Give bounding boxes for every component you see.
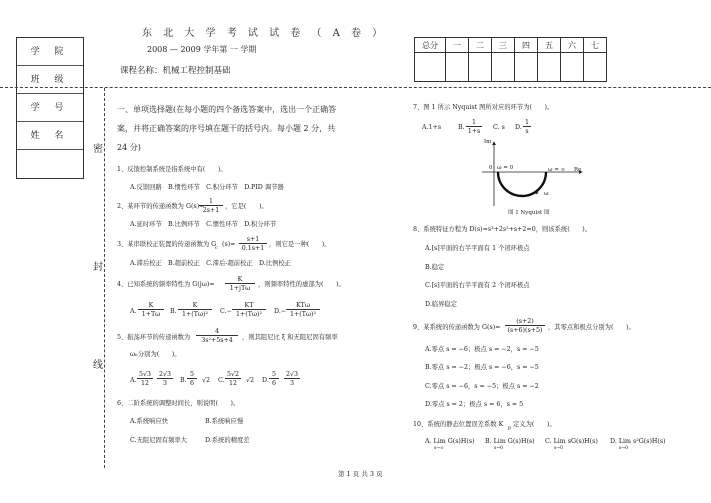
q5-opt-d-num2: 2√3 [285, 371, 299, 378]
q7-stem: 7、图 1 所示 Nyquist 图所对应的环节为( )。 [413, 104, 554, 111]
q5-opt-b-plain: √2 [202, 377, 211, 384]
nyquist-curve [498, 172, 546, 196]
q5-opt-c-label: C. [218, 377, 225, 384]
q4-opt-c-num: KT [232, 302, 266, 310]
q3-tail: ，则它是一种( )。 [269, 241, 331, 248]
q10-opt-b: B. Lim G(s)H(s) [485, 438, 535, 445]
q8-opt-b: B.稳定 [425, 264, 445, 271]
q9-opt-b: B.零点 s = −2；极点 s = −6，s = −5 [425, 364, 539, 371]
q8-opt-d: D.临界稳定 [425, 301, 458, 308]
q9-tail: ，其零点和极点分别为( )。 [548, 324, 635, 331]
q4-opt-a-label: A. [130, 308, 137, 315]
nyquist-im-label: Im [484, 139, 492, 145]
score-cell-7[interactable] [584, 53, 607, 82]
q5-opt-b-num: 5 [187, 371, 197, 379]
course-name: 课程名称：机械工程控制基础 [120, 66, 231, 76]
info-row-blank [17, 150, 83, 177]
q4-frac-num: K [225, 276, 255, 284]
q4-opt-c-den: 1+(Tω)² [235, 311, 263, 318]
page-footer: 第 1 页 共 3 页 [338, 470, 383, 478]
q5-opt-d-num1: 5 [269, 371, 279, 379]
q9-frac-den: (s+6)(s+5) [507, 327, 543, 334]
q4-opt-d-num: KTω [286, 302, 320, 310]
q4-frac-den: 1+jTω [229, 285, 251, 292]
q3-options: A.滞后校正 B.超前校正 C.滞后-超前校正 D.比例校正 [130, 260, 291, 267]
score-table [414, 37, 607, 82]
q1-stem: 1、反馈控制系统是指系统中有( )。 [117, 166, 227, 173]
q7-opt-b-num: 1 [466, 119, 482, 127]
q7-opt-c: C. s [493, 124, 505, 131]
q10-sub: p [508, 425, 512, 431]
q6-opt-b: B.系统响应慢 [205, 418, 244, 425]
nyquist-omega-label: ω [544, 191, 549, 197]
q10-opt-c-sub: s→0 [554, 446, 563, 451]
q5-opt-a-label: A. [130, 377, 137, 384]
q3-frac-den: 0.1s+1 [241, 245, 265, 252]
q4-opt-b-label: B. [170, 308, 177, 315]
nyquist-diagram [478, 138, 588, 208]
nyquist-origin-label: 0 [489, 165, 493, 171]
score-cell-1[interactable] [446, 53, 469, 82]
q5-opt-c-plain: √2 [246, 377, 255, 384]
q2-options: A.延时环节 B.比例环节 C.惯性环节 D.积分环节 [130, 221, 277, 228]
q4-stem: 4、已知系统的频率特性为 G(jω)= [117, 281, 215, 288]
score-cell-2[interactable] [469, 53, 492, 82]
q7-opt-b-label: B. [458, 124, 465, 131]
q4-opt-a-den: 1+Tω [141, 311, 161, 318]
q4-opt-d-den: 1+(Tω)² [289, 311, 317, 318]
q3-stem: 3、某串联校正装置的传递函数为 G [117, 241, 217, 248]
score-header-row: 总分 一 二 三 四 五 六 七 [415, 38, 607, 53]
info-row-class: 班 级 [17, 66, 83, 94]
q5-opt-a-den1: 12 [140, 380, 149, 387]
nyquist-omega0-label: ω = 0 [497, 165, 514, 171]
q5-line2: ωₙ分别为( )。 [130, 351, 181, 358]
q5-opt-c-den: 12 [228, 380, 237, 387]
q10-stem: 10、系统的静态位置误差系数 K [413, 421, 504, 428]
score-cell-4[interactable] [515, 53, 538, 82]
q5-opt-c-num: 5√2 [226, 371, 240, 378]
q5-opt-d-den2: 3 [289, 380, 294, 387]
q4-opt-b-num: K [178, 302, 212, 310]
score-value-row [415, 53, 607, 82]
student-info-box [16, 37, 84, 179]
q5-opt-b-den: 6 [189, 380, 194, 387]
nyquist-omega-inf-label: ω = ∞ [548, 167, 566, 173]
binding-dashed-line [104, 88, 105, 468]
nyquist-re-label: Re [574, 167, 582, 173]
q6-stem: 6、二阶系统的调整时间长，则说明( )。 [117, 400, 240, 407]
q9-opt-d: D.零点 s = 2；极点 s = 6，s = 5 [425, 401, 524, 408]
q5-opt-d-label: D. [262, 377, 269, 384]
q2-frac-den: 2s+1 [202, 207, 220, 214]
section1-line2: 案，并将正确答案的序号填在题干的括号内。每小题 2 分，共 [117, 124, 336, 133]
score-cell-5[interactable] [538, 53, 561, 82]
q5-opt-b-label: B. [180, 377, 187, 384]
q3-frac-num: s+1 [239, 236, 267, 244]
q10-opt-d-sub: s→0 [619, 446, 628, 451]
section1-line3: 24 分) [117, 143, 141, 152]
q9-frac-num: (s+2) [505, 318, 545, 326]
binding-char-close: 封 [93, 262, 103, 273]
q10-opt-c: C. Lim sG(s)H(s) [545, 438, 598, 445]
info-row-college: 学 院 [17, 38, 83, 66]
q5-stem: 5、振荡环节的传递函数为 [117, 334, 191, 341]
exam-term: 2008 — 2009 学年第 一 学期 [147, 45, 257, 54]
binding-char-seal: 密 [93, 144, 103, 155]
q10-opt-a-sub: s→∞ [434, 446, 444, 451]
info-row-student-id: 学 号 [17, 94, 83, 122]
q5-opt-a-num2: 2√3 [158, 371, 172, 378]
q6-opt-a: A.系统响应快 [130, 418, 169, 425]
q4-opt-d-label: D.− [274, 308, 287, 315]
q10-opt-d: D. Lim s²G(s)H(s) [610, 438, 666, 445]
q5-opt-a-den2: 3 [162, 380, 167, 387]
q9-stem: 9、某系统的传递函数为 G(s)= [413, 324, 501, 331]
q5-frac-num: 4 [196, 328, 238, 336]
exam-title: 东 北 大 学 考 试 试 卷 （ A 卷 ） [142, 28, 387, 39]
q8-stem: 8、系统特征方程为 D(s)=s³+2s²+s+2=0，则该系统( )。 [413, 226, 592, 233]
q8-opt-a: A.[s]平面的右半平面有 1 个闭环极点 [425, 245, 530, 252]
score-cell-3[interactable] [492, 53, 515, 82]
q5-tail: ，则其阻尼比 ξ 和无阻尼固有频率 [242, 334, 338, 341]
q7-opt-d-label: D. [515, 124, 522, 131]
q7-opt-d-num: 1 [524, 119, 529, 126]
q5-frac-den: 3s²+5s+4 [201, 337, 233, 344]
q7-opt-b-den: 1+s [467, 128, 481, 135]
q7-opt-d-den: s [525, 128, 529, 135]
q5-opt-a-num1: 5√3 [138, 371, 152, 378]
top-dashed-line [0, 87, 711, 88]
q4-opt-c-label: C.− [220, 308, 232, 315]
q3-paren: (s)= [222, 241, 236, 248]
q9-opt-c: C.零点 s = −6，s = −5；极点 s = −2 [425, 383, 539, 390]
q7-opt-a: A.1+s [422, 124, 442, 131]
binding-char-line: 线 [93, 360, 103, 371]
q5-opt-d-den1: 6 [271, 380, 276, 387]
q6-opt-d: D.系统的精度差 [205, 437, 250, 444]
q2-stem: 2、某环节的传递函数为 G(s)= [117, 203, 205, 210]
q4-opt-a-num: K [138, 302, 164, 310]
q10-opt-b-sub: s→0 [494, 446, 503, 451]
q10-tail: 定义为( )。 [513, 421, 556, 428]
q4-tail: ，则频率特性的虚部为( )。 [258, 281, 345, 288]
q3-sub: c [215, 245, 218, 251]
score-cell-6[interactable] [561, 53, 584, 82]
q10-opt-a: A. Lim G(s)H(s) [425, 438, 475, 445]
info-row-name: 姓 名 [17, 122, 83, 150]
nyquist-caption: 图 1 Nyquist 图 [508, 210, 550, 216]
q4-opt-b-den: 1+(Tω)² [181, 311, 209, 318]
section1-line1: 一、单项选择题(在每小题的四个备选答案中，选出一个正确答 [117, 105, 337, 114]
q2-tail: ，它是( )。 [225, 203, 268, 210]
q9-opt-a: A.零点 s = −6；极点 s = −2，s = −5 [425, 346, 539, 353]
q6-opt-c: C.无阻尼固有频率大 [130, 437, 187, 444]
q8-opt-c: C.[s]平面的右半平面有 2 个闭环极点 [425, 282, 530, 289]
score-cell-total[interactable] [415, 53, 446, 82]
q1-options: A.反馈回路 B.惯性环节 C.积分环节 D.PID 调节器 [130, 184, 284, 191]
q2-frac-num: 1 [199, 198, 223, 206]
